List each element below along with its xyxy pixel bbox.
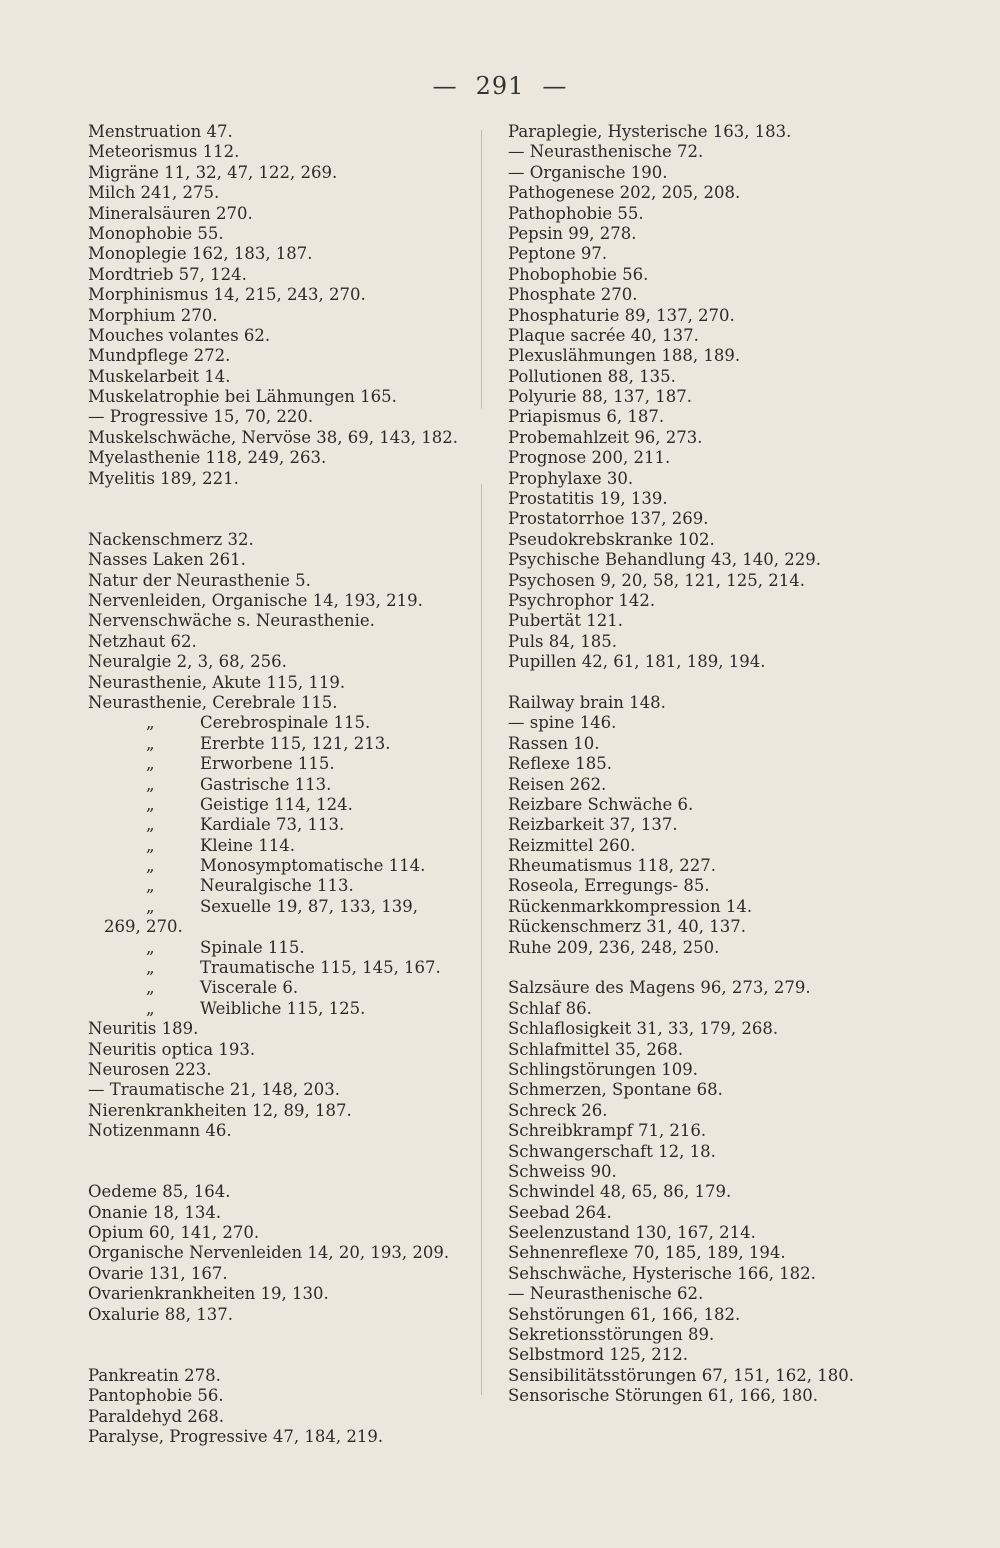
- index-subentry: [88, 775, 468, 795]
- entry-text: Onanie 18, 134.: [88, 1202, 222, 1222]
- entry-text: Neurasthenie, Cerebrale 115.: [88, 692, 338, 712]
- index-entry: [88, 204, 468, 224]
- index-entry: [508, 265, 908, 285]
- index-entry: [508, 1019, 908, 1039]
- entry-text: Meteorismus 112.: [88, 142, 240, 162]
- entry-text: Prostatitis 19, 139.: [508, 489, 668, 509]
- entry-text: Ruhe 209, 236, 248, 250.: [508, 937, 720, 957]
- entry-text: Ererbte 115, 121, 213.: [200, 733, 391, 753]
- entry-text: Rheumatismus 118, 227.: [508, 856, 717, 876]
- entry-text: Selbstmord 125, 212.: [508, 1345, 689, 1365]
- entry-text: Schwindel 48, 65, 86, 179.: [508, 1182, 732, 1202]
- index-entry: [508, 285, 908, 305]
- index-entry: [508, 387, 908, 407]
- index-entry: [88, 1121, 468, 1141]
- index-entry: [508, 428, 908, 448]
- entry-text: Reisen 262.: [508, 774, 607, 794]
- index-entry: [508, 244, 908, 264]
- index-subentry: [88, 856, 468, 876]
- entry-text: Pseudokrebskranke 102.: [508, 529, 715, 549]
- entry-text: Psychosen 9, 20, 58, 121, 125, 214.: [508, 570, 806, 590]
- entry-text: Weibliche 115, 125.: [200, 998, 366, 1018]
- index-entry: [508, 632, 908, 652]
- index-entry: [88, 183, 468, 203]
- entry-text: Peptone 97.: [508, 244, 608, 264]
- entry-text: Sehnenreflexe 70, 185, 189, 194.: [508, 1243, 786, 1263]
- entry-text: Pantophobie 56.: [88, 1386, 224, 1406]
- entry-text: Myelitis 189, 221.: [88, 468, 239, 488]
- index-entry: [88, 1080, 468, 1100]
- index-entry: [508, 693, 908, 713]
- index-entry: [508, 1243, 908, 1263]
- entry-text: Reizmittel 260.: [508, 835, 636, 855]
- index-entry: [508, 367, 908, 387]
- section-gap: [88, 1142, 468, 1162]
- page-number: 291: [475, 72, 525, 100]
- entry-text: Sehschwäche, Hysterische 166, 182.: [508, 1263, 816, 1283]
- ditto-mark: „: [146, 998, 155, 1018]
- entry-text: Plexuslähmungen 188, 189.: [508, 346, 741, 366]
- index-entry: [88, 387, 468, 407]
- index-entry: [88, 1223, 468, 1243]
- index-entry: [88, 326, 468, 346]
- index-entry: [88, 1182, 468, 1202]
- entry-text: Pankreatin 278.: [88, 1365, 221, 1385]
- index-entry: [508, 550, 908, 570]
- index-entry: [88, 1407, 468, 1427]
- column-divider: [481, 130, 482, 1395]
- index-entry: [88, 306, 468, 326]
- entry-text: Nierenkrankheiten 12, 89, 187.: [88, 1100, 352, 1120]
- index-entry: [508, 509, 908, 529]
- index-entry: [508, 734, 908, 754]
- section-gap: [508, 958, 908, 978]
- index-entry: [88, 1203, 468, 1223]
- entry-text: Menstruation 47.: [88, 122, 233, 141]
- index-entry: [88, 1305, 468, 1325]
- entry-text: Rückenmarkkompression 14.: [508, 896, 753, 916]
- entry-text: Ovarie 131, 167.: [88, 1263, 228, 1283]
- entry-text: Psychische Behandlung 43, 140, 229.: [508, 550, 822, 570]
- entry-text: Neuritis 189.: [88, 1019, 199, 1039]
- entry-text: — Progressive 15, 70, 220.: [88, 407, 314, 427]
- entry-text: Gastrische 113.: [200, 774, 332, 794]
- ditto-mark: „: [146, 978, 155, 998]
- entry-text: Puls 84, 185.: [508, 631, 617, 651]
- entry-text: — Traumatische 21, 148, 203.: [88, 1080, 341, 1100]
- entry-text: Monosymptomatische 114.: [200, 856, 426, 876]
- index-entry: [508, 163, 908, 183]
- entry-text: Muskelschwäche, Nervöse 38, 69, 143, 182.: [88, 427, 458, 447]
- entry-text: Mundpflege 272.: [88, 346, 231, 366]
- entry-text: Schwangerschaft 12, 18.: [508, 1141, 716, 1161]
- entry-text: Nasses Laken 261.: [88, 550, 246, 570]
- index-entry: [508, 489, 908, 509]
- ditto-mark: „: [146, 815, 155, 835]
- index-entry: [508, 1284, 908, 1304]
- index-entry: [88, 1284, 468, 1304]
- index-entry: [508, 611, 908, 631]
- entry-text: Roseola, Erregungs- 85.: [508, 876, 710, 896]
- entry-text: Monophobie 55.: [88, 223, 224, 243]
- index-entry: [88, 1264, 468, 1284]
- index-subentry: [88, 978, 468, 998]
- index-entry: [508, 1162, 908, 1182]
- ditto-mark: „: [146, 754, 155, 774]
- entry-text: Prognose 200, 211.: [508, 448, 671, 468]
- index-entry: [508, 713, 908, 733]
- entry-text: Neuralgische 113.: [200, 876, 354, 896]
- ditto-mark: „: [146, 876, 155, 896]
- entry-text: Pubertät 121.: [508, 611, 624, 631]
- entry-text: Milch 241, 275.: [88, 183, 220, 203]
- entry-text: Priapismus 6, 187.: [508, 407, 665, 427]
- index-entry: [508, 897, 908, 917]
- entry-text: Sekretionsstörungen 89.: [508, 1325, 715, 1345]
- entry-text: Phobophobie 56.: [508, 264, 649, 284]
- ditto-mark: „: [146, 958, 155, 978]
- index-subentry: [88, 815, 468, 835]
- index-entry: [508, 1182, 908, 1202]
- entry-text: Kardiale 73, 113.: [200, 815, 345, 835]
- entry-text: Reizbare Schwäche 6.: [508, 794, 694, 814]
- entry-text: Paralyse, Progressive 47, 184, 219.: [88, 1427, 384, 1446]
- entry-text: Paraplegie, Hysterische 163, 183.: [508, 122, 792, 141]
- entry-text: Pathogenese 202, 205, 208.: [508, 183, 741, 203]
- entry-text: Mordtrieb 57, 124.: [88, 264, 247, 284]
- entry-text: — spine 146.: [508, 713, 617, 733]
- index-entry: [508, 856, 908, 876]
- entry-text: Netzhaut 62.: [88, 631, 197, 651]
- index-entry: [88, 652, 468, 672]
- entry-text: Morphinismus 14, 215, 243, 270.: [88, 285, 366, 305]
- ditto-mark: „: [146, 896, 155, 916]
- entry-text: Ovarienkrankheiten 19, 130.: [88, 1284, 329, 1304]
- index-entry: [508, 775, 908, 795]
- index-entry: [508, 1142, 908, 1162]
- index-entry: [508, 530, 908, 550]
- entry-text: Neurasthenie, Akute 115, 119.: [88, 672, 346, 692]
- index-entry: [88, 611, 468, 631]
- index-entry: [508, 999, 908, 1019]
- index-entry: [88, 530, 468, 550]
- entry-text: Reflexe 185.: [508, 754, 613, 774]
- index-entry: [508, 204, 908, 224]
- ditto-mark: „: [146, 774, 155, 794]
- index-entry: [88, 407, 468, 427]
- index-entry: [88, 122, 468, 142]
- index-entry: [508, 1203, 908, 1223]
- entry-text: Rassen 10.: [508, 733, 600, 753]
- section-gap: [88, 489, 468, 509]
- index-entry: [508, 1325, 908, 1345]
- entry-text: Sensibilitätsstörungen 67, 151, 162, 180.: [508, 1365, 854, 1385]
- ditto-mark: „: [146, 733, 155, 753]
- index-entry: [508, 346, 908, 366]
- index-entry: [88, 428, 468, 448]
- index-entry: [88, 367, 468, 387]
- index-entry: [88, 265, 468, 285]
- entry-text: Probemahlzeit 96, 273.: [508, 427, 703, 447]
- index-entry: [88, 1019, 468, 1039]
- entry-text: — Organische 190.: [508, 162, 668, 182]
- entry-text: Sensorische Störungen 61, 166, 180.: [508, 1386, 819, 1406]
- index-subentry: [88, 734, 468, 754]
- section-gap: [88, 1162, 468, 1182]
- entry-text: Schmerzen, Spontane 68.: [508, 1080, 723, 1100]
- entry-text: Kleine 114.: [200, 835, 296, 855]
- entry-text: Nervenschwäche s. Neurasthenie.: [88, 611, 375, 631]
- entry-text: Mineralsäuren 270.: [88, 203, 253, 223]
- index-entry: [88, 1040, 468, 1060]
- index-entry: [88, 448, 468, 468]
- index-entry: [88, 244, 468, 264]
- index-entry: [508, 224, 908, 244]
- index-subentry: [88, 876, 468, 896]
- entry-text: Schlaf 86.: [508, 998, 592, 1018]
- entry-text: Nackenschmerz 32.: [88, 529, 254, 549]
- index-entry: [88, 1427, 468, 1447]
- entry-text: Reizbarkeit 37, 137.: [508, 815, 678, 835]
- entry-text: Plaque sacrée 40, 137.: [508, 325, 699, 345]
- index-entry: [508, 938, 908, 958]
- index-entry: [88, 163, 468, 183]
- section-gap: [88, 509, 468, 529]
- index-entry: [508, 917, 908, 937]
- entry-text: Phosphate 270.: [508, 285, 638, 305]
- index-entry: [88, 469, 468, 489]
- entry-text: Mouches volantes 62.: [88, 325, 271, 345]
- page-number-header: [0, 72, 1000, 100]
- index-entry: [508, 754, 908, 774]
- ditto-mark: „: [146, 713, 155, 733]
- entry-text: Schweiss 90.: [508, 1161, 617, 1181]
- index-entry: [508, 1121, 908, 1141]
- entry-text: Neuralgie 2, 3, 68, 256.: [88, 652, 287, 672]
- entry-text: Monoplegie 162, 183, 187.: [88, 244, 313, 264]
- ditto-mark: „: [146, 937, 155, 957]
- index-entry: [508, 142, 908, 162]
- entry-text: Psychrophor 142.: [508, 590, 656, 610]
- entry-text: Geistige 114, 124.: [200, 794, 353, 814]
- index-subentry: [88, 754, 468, 774]
- index-entry: [508, 876, 908, 896]
- index-entry: [508, 591, 908, 611]
- entry-text: Muskelatrophie bei Lähmungen 165.: [88, 387, 397, 407]
- entry-text: Oxalurie 88, 137.: [88, 1304, 233, 1324]
- section-gap: [508, 673, 908, 693]
- ditto-mark: „: [146, 794, 155, 814]
- entry-text: Polyurie 88, 137, 187.: [508, 387, 692, 407]
- index-subentry: [88, 836, 468, 856]
- index-entry: [508, 1345, 908, 1365]
- index-subentry: [88, 958, 468, 978]
- index-entry: [508, 1223, 908, 1243]
- entry-text: Neuritis optica 193.: [88, 1039, 256, 1059]
- index-entry-continuation: [88, 917, 468, 937]
- index-entry: [508, 122, 908, 142]
- index-entry: [88, 591, 468, 611]
- index-entry: [508, 652, 908, 672]
- entry-text: Nervenleiden, Organische 14, 193, 219.: [88, 590, 423, 610]
- index-entry: [88, 1386, 468, 1406]
- entry-text: Viscerale 6.: [200, 978, 299, 998]
- index-entry: [88, 693, 468, 713]
- index-subentry: [88, 713, 468, 733]
- index-entry: [508, 1101, 908, 1121]
- index-entry: [508, 815, 908, 835]
- index-entry: [508, 448, 908, 468]
- index-entry: [88, 285, 468, 305]
- entry-text: Prophylaxe 30.: [508, 468, 634, 488]
- index-entry: [88, 673, 468, 693]
- entry-text: Schlingstörungen 109.: [508, 1059, 699, 1079]
- index-entry: [508, 1264, 908, 1284]
- entry-text: Pepsin 99, 278.: [508, 223, 637, 243]
- index-column-right: [508, 122, 908, 1407]
- entry-text: Myelasthenie 118, 249, 263.: [88, 448, 327, 468]
- entry-text: Schreibkrampf 71, 216.: [508, 1121, 707, 1141]
- entry-text: Spinale 115.: [200, 937, 305, 957]
- entry-text: Schlafmittel 35, 268.: [508, 1039, 684, 1059]
- index-entry: [508, 1366, 908, 1386]
- index-entry: [88, 224, 468, 244]
- index-entry: [508, 326, 908, 346]
- entry-text: Erworbene 115.: [200, 754, 335, 774]
- index-subentry: [88, 938, 468, 958]
- entry-text: Prostatorrhoe 137, 269.: [508, 509, 709, 529]
- index-subentry: [88, 999, 468, 1019]
- entry-text: Traumatische 115, 145, 167.: [200, 958, 441, 978]
- entry-text: Muskelarbeit 14.: [88, 366, 231, 386]
- entry-text: Pollutionen 88, 135.: [508, 366, 676, 386]
- entry-text: Pupillen 42, 61, 181, 189, 194.: [508, 652, 766, 672]
- index-entry: [88, 1101, 468, 1121]
- entry-text: Sexuelle 19, 87, 133, 139,: [200, 896, 419, 916]
- entry-text: Cerebrospinale 115.: [200, 713, 371, 733]
- entry-text: Seebad 264.: [508, 1202, 612, 1222]
- index-entry: [88, 1060, 468, 1080]
- index-entry: [88, 550, 468, 570]
- entry-text: 269, 270.: [104, 917, 183, 937]
- index-entry: [88, 142, 468, 162]
- index-entry: [508, 469, 908, 489]
- index-entry: [508, 407, 908, 427]
- entry-text: Neurosen 223.: [88, 1059, 212, 1079]
- index-entry: [88, 1243, 468, 1263]
- entry-text: Migräne 11, 32, 47, 122, 269.: [88, 162, 338, 182]
- index-entry: [508, 1060, 908, 1080]
- index-entry: [88, 571, 468, 591]
- index-entry: [88, 346, 468, 366]
- index-entry: [508, 1040, 908, 1060]
- index-entry: [508, 795, 908, 815]
- entry-text: Seelenzustand 130, 167, 214.: [508, 1223, 756, 1243]
- entry-text: Schlaflosigkeit 31, 33, 179, 268.: [508, 1019, 779, 1039]
- header-dash-left: —: [432, 72, 458, 100]
- index-subentry: [88, 897, 468, 917]
- entry-text: Paraldehyd 268.: [88, 1406, 225, 1426]
- entry-text: Opium 60, 141, 270.: [88, 1223, 260, 1243]
- ditto-mark: „: [146, 835, 155, 855]
- entry-text: Schreck 26.: [508, 1100, 608, 1120]
- entry-text: Oedeme 85, 164.: [88, 1182, 231, 1202]
- entry-text: Rückenschmerz 31, 40, 137.: [508, 917, 746, 937]
- index-entry: [508, 978, 908, 998]
- entry-text: Natur der Neurasthenie 5.: [88, 570, 311, 590]
- index-entry: [508, 1305, 908, 1325]
- index-entry: [88, 632, 468, 652]
- entry-text: Phosphaturie 89, 137, 270.: [508, 305, 735, 325]
- entry-text: Railway brain 148.: [508, 692, 666, 712]
- index-entry: [508, 1386, 908, 1406]
- entry-text: — Neurasthenische 62.: [508, 1284, 704, 1304]
- entry-text: Morphium 270.: [88, 305, 218, 325]
- index-entry: [508, 571, 908, 591]
- entry-text: Notizenmann 46.: [88, 1121, 232, 1141]
- ditto-mark: „: [146, 856, 155, 876]
- section-gap: [88, 1325, 468, 1345]
- header-dash-right: —: [542, 72, 568, 100]
- index-entry: [508, 183, 908, 203]
- entry-text: Salzsäure des Magens 96, 273, 279.: [508, 978, 811, 998]
- section-gap: [88, 1345, 468, 1365]
- index-entry: [508, 1080, 908, 1100]
- entry-text: Organische Nervenleiden 14, 20, 193, 209.: [88, 1243, 450, 1263]
- index-subentry: [88, 795, 468, 815]
- entry-text: — Neurasthenische 72.: [508, 142, 704, 162]
- entry-text: Sehstörungen 61, 166, 182.: [508, 1304, 741, 1324]
- entry-text: Pathophobie 55.: [508, 203, 644, 223]
- index-entry: [508, 306, 908, 326]
- index-entry: [508, 836, 908, 856]
- index-column-left: [88, 122, 468, 1447]
- index-entry: [88, 1366, 468, 1386]
